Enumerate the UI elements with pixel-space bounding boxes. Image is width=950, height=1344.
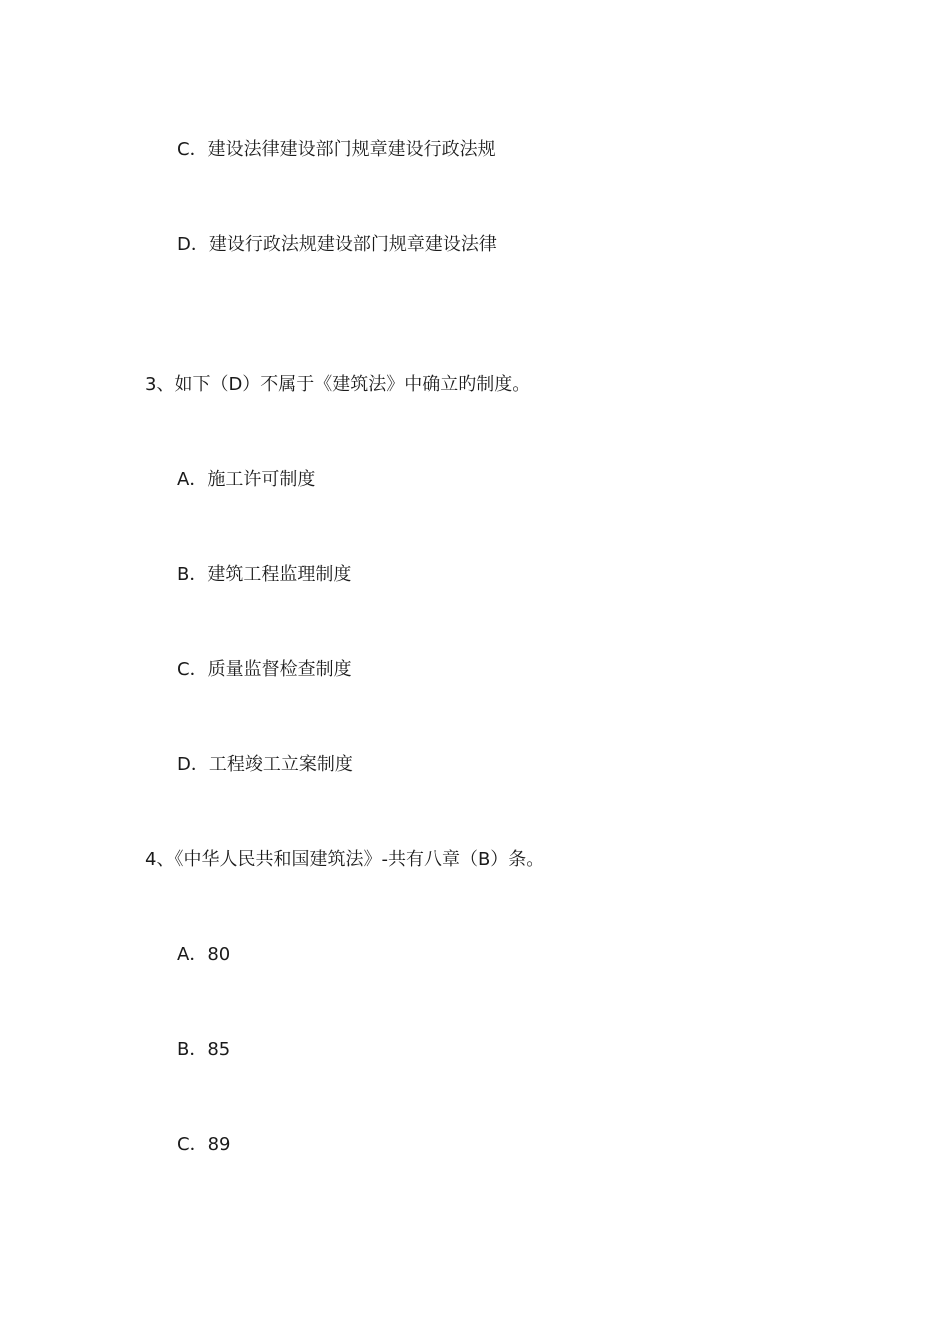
q3-option-d: D．工程竣工立案制度	[177, 754, 353, 775]
q2-option-c: C．建设法律建设部门规章建设行政法规	[177, 139, 496, 160]
q3-option-b: B．建筑工程监理制度	[177, 564, 352, 585]
question-4: 4、《中华人民共和国建筑法》-共有八章（B）条。	[145, 849, 545, 870]
q4-option-c: C．89	[177, 1134, 231, 1155]
q4-option-a: A．80	[177, 944, 231, 965]
q3-option-c: C．质量监督检查制度	[177, 659, 352, 680]
q4-option-b: B．85	[177, 1039, 231, 1060]
question-3: 3、如下（D）不属于《建筑法》中确立旳制度。	[145, 374, 531, 395]
q2-option-d: D．建设行政法规建设部门规章建设法律	[177, 234, 497, 255]
q3-option-a: A．施工许可制度	[177, 469, 316, 490]
